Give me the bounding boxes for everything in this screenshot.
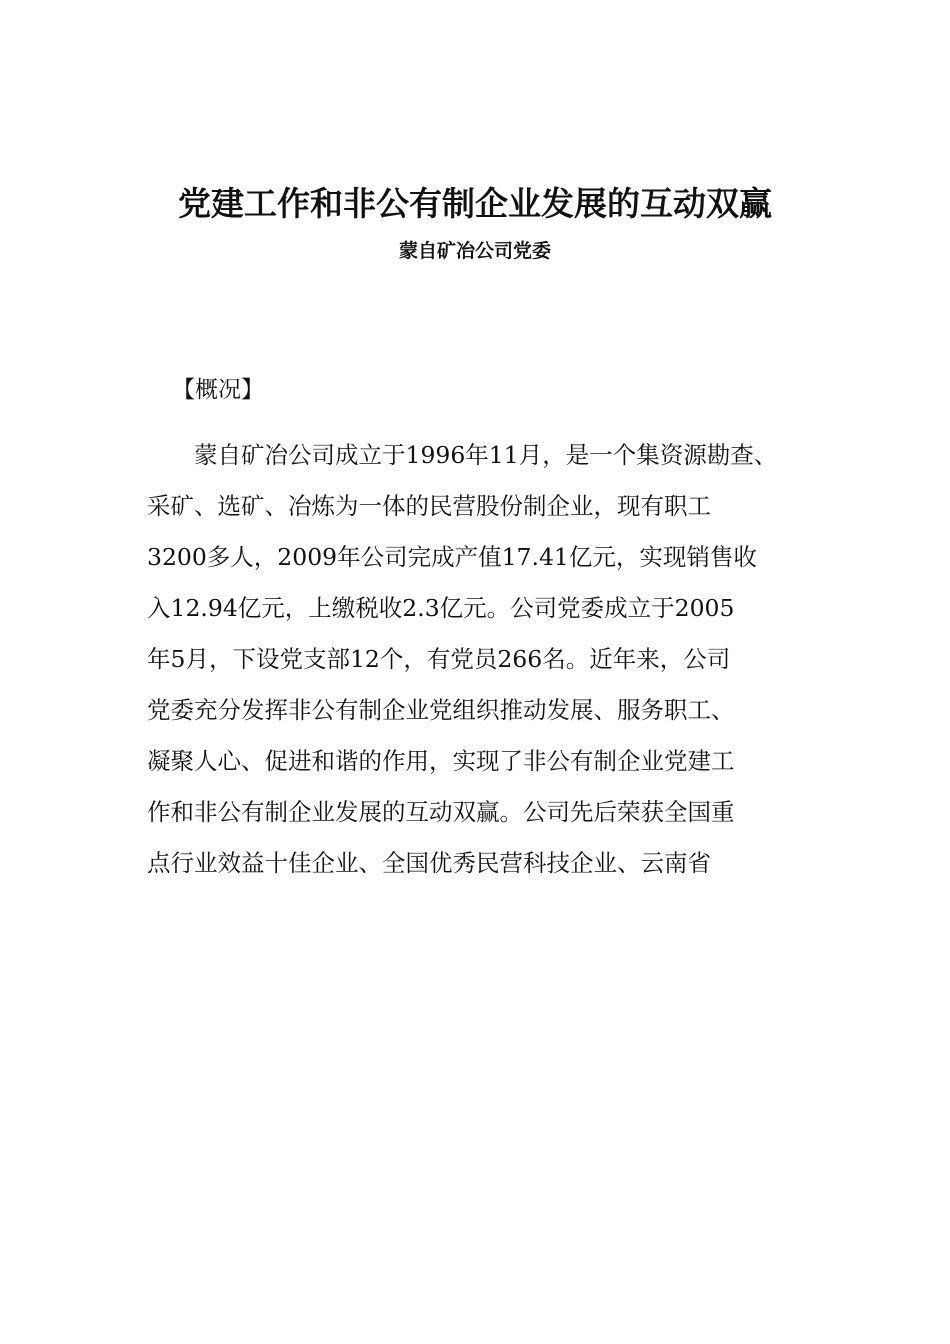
- document-subtitle: 蒙自矿冶公司党委: [398, 240, 551, 262]
- body-line: 入12.94亿元，上缴税收2.3亿元。公司党委成立于2005: [147, 594, 735, 622]
- section-heading-overview: 【概况】: [172, 377, 264, 403]
- body-line: 点行业效益十佳企业、全国优秀民营科技企业、云南省: [147, 849, 711, 877]
- body-line: 年5月，下设党支部12个，有党员266名。近年来，公司: [147, 645, 731, 673]
- body-line: 凝聚人心、促进和谐的作用，实现了非公有制企业党建工: [147, 747, 735, 775]
- body-line: 采矿、选矿、冶炼为一体的民营股份制企业，现有职工: [147, 492, 711, 520]
- body-line: 3200多人，2009年公司完成产值17.41亿元，实现销售收: [147, 543, 757, 571]
- body-paragraph: [147, 430, 837, 889]
- document-title: 党建工作和非公有制企业发展的互动双赢: [178, 184, 772, 223]
- body-line: 党委充分发挥非公有制企业党组织推动发展、服务职工、: [147, 696, 735, 724]
- body-line: 蒙自矿冶公司成立于1996年11月，是一个集资源勘查、: [194, 441, 778, 469]
- body-line: 作和非公有制企业发展的互动双赢。公司先后荣获全国重: [147, 798, 735, 826]
